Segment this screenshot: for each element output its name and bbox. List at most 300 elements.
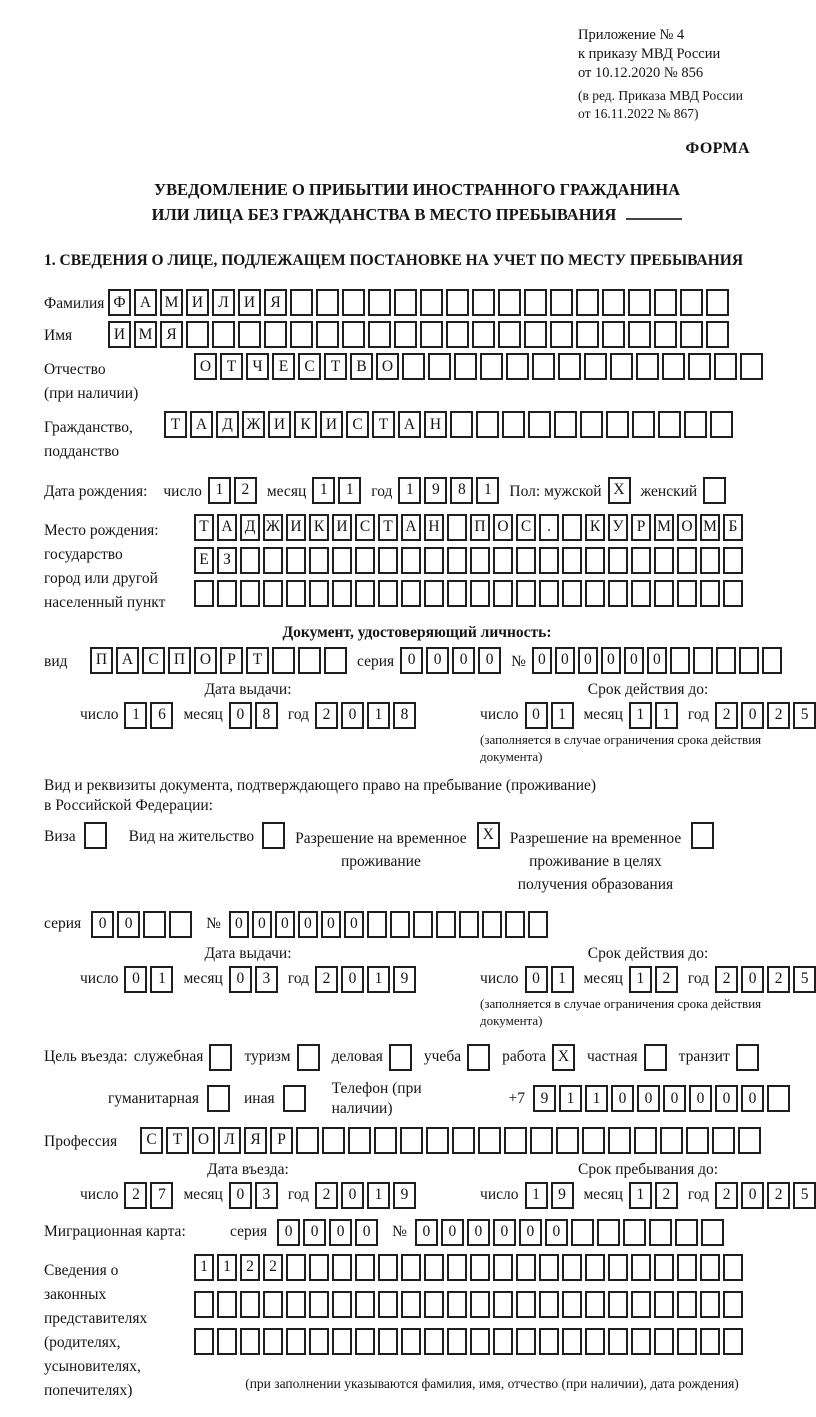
form-cell[interactable]: 0 xyxy=(601,647,621,674)
form-cell[interactable]: 1 xyxy=(312,477,335,504)
form-cell[interactable]: 2 xyxy=(715,966,738,993)
form-cell[interactable] xyxy=(677,1291,697,1318)
form-cell[interactable] xyxy=(636,353,659,380)
form-cell[interactable] xyxy=(654,321,677,348)
form-cell[interactable] xyxy=(688,353,711,380)
form-cell[interactable] xyxy=(677,1328,697,1355)
form-cell[interactable] xyxy=(585,1291,605,1318)
form-cell[interactable] xyxy=(562,514,582,541)
form-cell[interactable] xyxy=(562,1254,582,1281)
form-cell[interactable]: 0 xyxy=(689,1085,712,1112)
form-cell[interactable]: Т xyxy=(378,514,398,541)
form-cell[interactable] xyxy=(322,1127,345,1154)
form-cell[interactable] xyxy=(700,1328,720,1355)
form-cell[interactable]: У xyxy=(608,514,628,541)
form-cell[interactable] xyxy=(378,580,398,607)
form-cell[interactable]: 2 xyxy=(767,966,790,993)
form-cell[interactable] xyxy=(367,911,387,938)
form-cell[interactable]: И xyxy=(332,514,352,541)
form-cell[interactable]: 0 xyxy=(624,647,644,674)
form-cell[interactable] xyxy=(316,289,339,316)
form-cell[interactable] xyxy=(736,1044,759,1071)
form-cell[interactable] xyxy=(263,547,283,574)
form-cell[interactable] xyxy=(716,647,736,674)
form-cell[interactable] xyxy=(447,547,467,574)
form-cell[interactable] xyxy=(539,580,559,607)
form-cell[interactable]: Л xyxy=(212,289,235,316)
form-cell[interactable] xyxy=(452,1127,475,1154)
form-cell[interactable]: 0 xyxy=(229,1182,252,1209)
form-cell[interactable] xyxy=(493,1291,513,1318)
form-cell[interactable]: Д xyxy=(216,411,239,438)
form-cell[interactable] xyxy=(262,822,285,849)
form-cell[interactable]: 1 xyxy=(476,477,499,504)
form-cell[interactable] xyxy=(424,547,444,574)
residence-issue-month-cells[interactable] xyxy=(229,966,278,993)
form-cell[interactable] xyxy=(550,289,573,316)
form-cell[interactable] xyxy=(355,1328,375,1355)
purpose-official-checkbox[interactable] xyxy=(209,1044,232,1071)
form-cell[interactable]: И xyxy=(268,411,291,438)
form-cell[interactable]: 0 xyxy=(611,1085,634,1112)
form-cell[interactable]: 0 xyxy=(124,966,147,993)
form-cell[interactable] xyxy=(476,411,499,438)
form-cell[interactable] xyxy=(394,289,417,316)
form-cell[interactable] xyxy=(447,580,467,607)
residence-number-cells[interactable] xyxy=(229,911,548,938)
form-cell[interactable] xyxy=(700,1254,720,1281)
residence-valid-year-cells[interactable] xyxy=(715,966,816,993)
form-cell[interactable]: Я xyxy=(160,321,183,348)
form-cell[interactable]: 1 xyxy=(124,702,147,729)
form-cell[interactable]: З xyxy=(217,547,237,574)
form-cell[interactable] xyxy=(424,1328,444,1355)
birthplace-cells-line1[interactable] xyxy=(194,514,743,541)
form-cell[interactable]: 1 xyxy=(655,702,678,729)
citizenship-cells[interactable] xyxy=(164,411,733,438)
form-cell[interactable] xyxy=(240,580,260,607)
form-cell[interactable]: 1 xyxy=(208,477,231,504)
form-cell[interactable] xyxy=(562,547,582,574)
form-cell[interactable] xyxy=(493,580,513,607)
form-cell[interactable]: Т xyxy=(194,514,214,541)
form-cell[interactable]: 2 xyxy=(767,1182,790,1209)
form-cell[interactable] xyxy=(654,1291,674,1318)
form-cell[interactable] xyxy=(424,580,444,607)
form-cell[interactable]: И xyxy=(186,289,209,316)
form-cell[interactable] xyxy=(608,547,628,574)
form-cell[interactable]: С xyxy=(140,1127,163,1154)
form-cell[interactable] xyxy=(450,411,473,438)
form-cell[interactable] xyxy=(712,1127,735,1154)
purpose-transit-checkbox[interactable] xyxy=(736,1044,759,1071)
form-cell[interactable] xyxy=(714,353,737,380)
form-cell[interactable] xyxy=(324,647,347,674)
form-cell[interactable]: Н xyxy=(424,514,444,541)
form-cell[interactable] xyxy=(631,580,651,607)
form-cell[interactable]: 5 xyxy=(793,1182,816,1209)
phone-cells[interactable] xyxy=(533,1085,790,1112)
form-cell[interactable] xyxy=(631,1328,651,1355)
form-cell[interactable]: 1 xyxy=(217,1254,237,1281)
form-cell[interactable]: 2 xyxy=(240,1254,260,1281)
form-cell[interactable]: М xyxy=(134,321,157,348)
form-cell[interactable] xyxy=(401,1328,421,1355)
form-cell[interactable] xyxy=(505,911,525,938)
form-cell[interactable] xyxy=(428,353,451,380)
form-cell[interactable]: Т xyxy=(164,411,187,438)
form-cell[interactable] xyxy=(217,1291,237,1318)
form-cell[interactable] xyxy=(516,547,536,574)
birthdate-month-cells[interactable] xyxy=(312,477,361,504)
form-cell[interactable] xyxy=(169,911,192,938)
form-cell[interactable]: 1 xyxy=(194,1254,214,1281)
form-cell[interactable]: 0 xyxy=(344,911,364,938)
form-cell[interactable]: 0 xyxy=(426,647,449,674)
form-cell[interactable]: 0 xyxy=(493,1219,516,1246)
form-cell[interactable]: 9 xyxy=(533,1085,556,1112)
form-cell[interactable]: 0 xyxy=(741,1182,764,1209)
form-cell[interactable]: 7 xyxy=(150,1182,173,1209)
form-cell[interactable] xyxy=(631,1254,651,1281)
stay-day-cells[interactable] xyxy=(525,1182,574,1209)
form-cell[interactable] xyxy=(706,321,729,348)
form-cell[interactable] xyxy=(585,580,605,607)
form-cell[interactable]: 0 xyxy=(519,1219,542,1246)
form-cell[interactable] xyxy=(623,1219,646,1246)
form-cell[interactable] xyxy=(554,411,577,438)
form-cell[interactable]: 0 xyxy=(741,702,764,729)
form-cell[interactable] xyxy=(762,647,782,674)
form-cell[interactable] xyxy=(631,1291,651,1318)
residence-permit-checkbox[interactable] xyxy=(262,822,285,849)
firstname-cells[interactable] xyxy=(108,321,729,348)
sex-male-checkbox[interactable] xyxy=(608,477,631,504)
form-cell[interactable] xyxy=(286,1254,306,1281)
doc-number-cells[interactable] xyxy=(532,647,782,674)
form-cell[interactable]: 1 xyxy=(367,702,390,729)
form-cell[interactable] xyxy=(342,321,365,348)
form-cell[interactable]: 2 xyxy=(234,477,257,504)
form-cell[interactable] xyxy=(739,647,759,674)
form-cell[interactable] xyxy=(498,289,521,316)
form-cell[interactable] xyxy=(608,1127,631,1154)
form-cell[interactable]: X xyxy=(552,1044,575,1071)
form-cell[interactable] xyxy=(368,321,391,348)
form-cell[interactable]: Е xyxy=(272,353,295,380)
form-cell[interactable] xyxy=(539,1291,559,1318)
form-cell[interactable] xyxy=(446,321,469,348)
form-cell[interactable] xyxy=(506,353,529,380)
form-cell[interactable] xyxy=(420,321,443,348)
doc-valid-year-cells[interactable] xyxy=(715,702,816,729)
purpose-tourism-checkbox[interactable] xyxy=(297,1044,320,1071)
form-cell[interactable]: 0 xyxy=(229,966,252,993)
doc-valid-month-cells[interactable] xyxy=(629,702,678,729)
form-cell[interactable] xyxy=(401,1254,421,1281)
form-cell[interactable] xyxy=(355,1291,375,1318)
form-cell[interactable] xyxy=(264,321,287,348)
migration-series-cells[interactable] xyxy=(277,1219,378,1246)
form-cell[interactable]: О xyxy=(194,353,217,380)
form-cell[interactable] xyxy=(530,1127,553,1154)
form-cell[interactable] xyxy=(628,289,651,316)
visa-checkbox[interactable] xyxy=(84,822,107,849)
form-cell[interactable] xyxy=(539,1328,559,1355)
form-cell[interactable] xyxy=(447,1254,467,1281)
form-cell[interactable]: Р xyxy=(270,1127,293,1154)
birthdate-day-cells[interactable] xyxy=(208,477,257,504)
form-cell[interactable]: 5 xyxy=(793,966,816,993)
form-cell[interactable] xyxy=(480,353,503,380)
form-cell[interactable]: 1 xyxy=(629,1182,652,1209)
form-cell[interactable]: 2 xyxy=(655,1182,678,1209)
form-cell[interactable] xyxy=(316,321,339,348)
residence-issue-year-cells[interactable] xyxy=(315,966,416,993)
stay-year-cells[interactable] xyxy=(715,1182,816,1209)
form-cell[interactable] xyxy=(472,289,495,316)
form-cell[interactable] xyxy=(556,1127,579,1154)
form-cell[interactable] xyxy=(332,580,352,607)
purpose-other-checkbox[interactable] xyxy=(283,1085,306,1112)
form-cell[interactable] xyxy=(143,911,166,938)
form-cell[interactable] xyxy=(470,580,490,607)
form-cell[interactable] xyxy=(597,1219,620,1246)
form-cell[interactable]: 0 xyxy=(321,911,341,938)
form-cell[interactable]: 0 xyxy=(400,647,423,674)
form-cell[interactable]: О xyxy=(677,514,697,541)
form-cell[interactable] xyxy=(402,353,425,380)
form-cell[interactable]: А xyxy=(217,514,237,541)
form-cell[interactable]: 1 xyxy=(338,477,361,504)
form-cell[interactable]: 8 xyxy=(450,477,473,504)
doc-series-cells[interactable] xyxy=(400,647,501,674)
form-cell[interactable]: 1 xyxy=(629,702,652,729)
form-cell[interactable] xyxy=(693,647,713,674)
form-cell[interactable]: М xyxy=(654,514,674,541)
form-cell[interactable] xyxy=(394,321,417,348)
form-cell[interactable] xyxy=(447,1328,467,1355)
form-cell[interactable] xyxy=(654,1328,674,1355)
form-cell[interactable]: А xyxy=(116,647,139,674)
form-cell[interactable]: 0 xyxy=(478,647,501,674)
form-cell[interactable] xyxy=(309,1328,329,1355)
form-cell[interactable]: 8 xyxy=(255,702,278,729)
form-cell[interactable]: 0 xyxy=(741,966,764,993)
form-cell[interactable] xyxy=(209,1044,232,1071)
form-cell[interactable]: 0 xyxy=(532,647,552,674)
form-cell[interactable] xyxy=(426,1127,449,1154)
form-cell[interactable]: 0 xyxy=(229,702,252,729)
form-cell[interactable] xyxy=(649,1219,672,1246)
form-cell[interactable]: 0 xyxy=(578,647,598,674)
form-cell[interactable] xyxy=(670,647,690,674)
form-cell[interactable] xyxy=(332,547,352,574)
form-cell[interactable]: 9 xyxy=(424,477,447,504)
form-cell[interactable]: К xyxy=(309,514,329,541)
form-cell[interactable]: 0 xyxy=(303,1219,326,1246)
form-cell[interactable] xyxy=(658,411,681,438)
form-cell[interactable] xyxy=(703,477,726,504)
form-cell[interactable]: 2 xyxy=(315,966,338,993)
form-cell[interactable]: 0 xyxy=(329,1219,352,1246)
stay-month-cells[interactable] xyxy=(629,1182,678,1209)
form-cell[interactable]: М xyxy=(700,514,720,541)
doc-kind-cells[interactable] xyxy=(90,647,347,674)
form-cell[interactable] xyxy=(186,321,209,348)
form-cell[interactable] xyxy=(516,1291,536,1318)
form-cell[interactable] xyxy=(691,822,714,849)
surname-cells[interactable] xyxy=(108,289,729,316)
form-cell[interactable]: С xyxy=(346,411,369,438)
form-cell[interactable]: 2 xyxy=(315,702,338,729)
birthdate-year-cells[interactable] xyxy=(398,477,499,504)
form-cell[interactable] xyxy=(263,1328,283,1355)
form-cell[interactable]: 0 xyxy=(452,647,475,674)
form-cell[interactable]: 0 xyxy=(741,1085,764,1112)
form-cell[interactable] xyxy=(582,1127,605,1154)
form-cell[interactable] xyxy=(217,580,237,607)
form-cell[interactable] xyxy=(723,547,743,574)
form-cell[interactable] xyxy=(309,547,329,574)
form-cell[interactable] xyxy=(390,911,410,938)
form-cell[interactable]: К xyxy=(294,411,317,438)
form-cell[interactable] xyxy=(562,1291,582,1318)
form-cell[interactable] xyxy=(286,1291,306,1318)
form-cell[interactable] xyxy=(84,822,107,849)
form-cell[interactable]: О xyxy=(376,353,399,380)
form-cell[interactable]: 0 xyxy=(555,647,575,674)
form-cell[interactable] xyxy=(562,1328,582,1355)
form-cell[interactable] xyxy=(585,1254,605,1281)
form-cell[interactable]: П xyxy=(90,647,113,674)
birthplace-cells-line2[interactable] xyxy=(194,547,743,574)
form-cell[interactable]: 0 xyxy=(355,1219,378,1246)
form-cell[interactable] xyxy=(654,580,674,607)
form-cell[interactable] xyxy=(447,514,467,541)
form-cell[interactable]: О xyxy=(493,514,513,541)
migration-number-cells[interactable] xyxy=(415,1219,724,1246)
form-cell[interactable] xyxy=(498,321,521,348)
entry-month-cells[interactable] xyxy=(229,1182,278,1209)
doc-issue-day-cells[interactable] xyxy=(124,702,173,729)
form-cell[interactable]: 1 xyxy=(367,1182,390,1209)
form-cell[interactable] xyxy=(472,321,495,348)
form-cell[interactable] xyxy=(576,289,599,316)
form-cell[interactable]: 2 xyxy=(655,966,678,993)
form-cell[interactable]: 0 xyxy=(117,911,140,938)
form-cell[interactable]: 0 xyxy=(525,966,548,993)
form-cell[interactable] xyxy=(644,1044,667,1071)
form-cell[interactable] xyxy=(654,547,674,574)
form-cell[interactable]: 9 xyxy=(551,1182,574,1209)
form-cell[interactable] xyxy=(516,1328,536,1355)
form-cell[interactable]: X xyxy=(608,477,631,504)
form-cell[interactable] xyxy=(539,547,559,574)
form-cell[interactable] xyxy=(684,411,707,438)
form-cell[interactable]: К xyxy=(585,514,605,541)
form-cell[interactable]: 9 xyxy=(393,1182,416,1209)
form-cell[interactable]: 5 xyxy=(793,702,816,729)
form-cell[interactable]: 0 xyxy=(715,1085,738,1112)
form-cell[interactable] xyxy=(290,289,313,316)
form-cell[interactable] xyxy=(706,289,729,316)
form-cell[interactable] xyxy=(524,321,547,348)
form-cell[interactable]: Ж xyxy=(263,514,283,541)
form-cell[interactable] xyxy=(263,1291,283,1318)
form-cell[interactable]: С xyxy=(298,353,321,380)
form-cell[interactable]: 2 xyxy=(124,1182,147,1209)
form-cell[interactable] xyxy=(610,353,633,380)
form-cell[interactable] xyxy=(342,289,365,316)
form-cell[interactable] xyxy=(309,1254,329,1281)
form-cell[interactable] xyxy=(212,321,235,348)
form-cell[interactable] xyxy=(493,1328,513,1355)
form-cell[interactable] xyxy=(701,1219,724,1246)
form-cell[interactable] xyxy=(286,580,306,607)
form-cell[interactable]: 2 xyxy=(715,702,738,729)
form-cell[interactable] xyxy=(660,1127,683,1154)
form-cell[interactable] xyxy=(700,1291,720,1318)
form-cell[interactable] xyxy=(332,1254,352,1281)
form-cell[interactable] xyxy=(297,1044,320,1071)
form-cell[interactable]: 3 xyxy=(255,966,278,993)
residence-valid-month-cells[interactable] xyxy=(629,966,678,993)
form-cell[interactable]: 2 xyxy=(263,1254,283,1281)
form-cell[interactable] xyxy=(355,580,375,607)
form-cell[interactable]: 1 xyxy=(525,1182,548,1209)
form-cell[interactable]: И xyxy=(320,411,343,438)
form-cell[interactable]: 0 xyxy=(663,1085,686,1112)
form-cell[interactable]: Т xyxy=(220,353,243,380)
form-cell[interactable]: Я xyxy=(244,1127,267,1154)
form-cell[interactable] xyxy=(580,411,603,438)
form-cell[interactable]: А xyxy=(190,411,213,438)
form-cell[interactable]: Р xyxy=(631,514,651,541)
form-cell[interactable] xyxy=(413,911,433,938)
form-cell[interactable] xyxy=(606,411,629,438)
representatives-cells-line1[interactable] xyxy=(194,1254,743,1281)
form-cell[interactable] xyxy=(528,911,548,938)
form-cell[interactable] xyxy=(194,1328,214,1355)
form-cell[interactable] xyxy=(675,1219,698,1246)
form-cell[interactable] xyxy=(571,1219,594,1246)
form-cell[interactable]: Р xyxy=(220,647,243,674)
form-cell[interactable] xyxy=(493,547,513,574)
form-cell[interactable] xyxy=(290,321,313,348)
form-cell[interactable]: 0 xyxy=(525,702,548,729)
form-cell[interactable] xyxy=(585,547,605,574)
form-cell[interactable]: Б xyxy=(723,514,743,541)
form-cell[interactable] xyxy=(738,1127,761,1154)
form-cell[interactable] xyxy=(680,321,703,348)
form-cell[interactable] xyxy=(700,547,720,574)
form-cell[interactable]: 0 xyxy=(298,911,318,938)
form-cell[interactable]: 0 xyxy=(91,911,114,938)
form-cell[interactable] xyxy=(401,580,421,607)
form-cell[interactable]: 9 xyxy=(393,966,416,993)
form-cell[interactable]: 0 xyxy=(545,1219,568,1246)
form-cell[interactable] xyxy=(677,547,697,574)
form-cell[interactable] xyxy=(516,1254,536,1281)
form-cell[interactable] xyxy=(424,1291,444,1318)
form-cell[interactable]: 8 xyxy=(393,702,416,729)
form-cell[interactable] xyxy=(332,1328,352,1355)
form-cell[interactable]: Т xyxy=(372,411,395,438)
form-cell[interactable]: 0 xyxy=(275,911,295,938)
form-cell[interactable]: Л xyxy=(218,1127,241,1154)
form-cell[interactable]: О xyxy=(194,647,217,674)
